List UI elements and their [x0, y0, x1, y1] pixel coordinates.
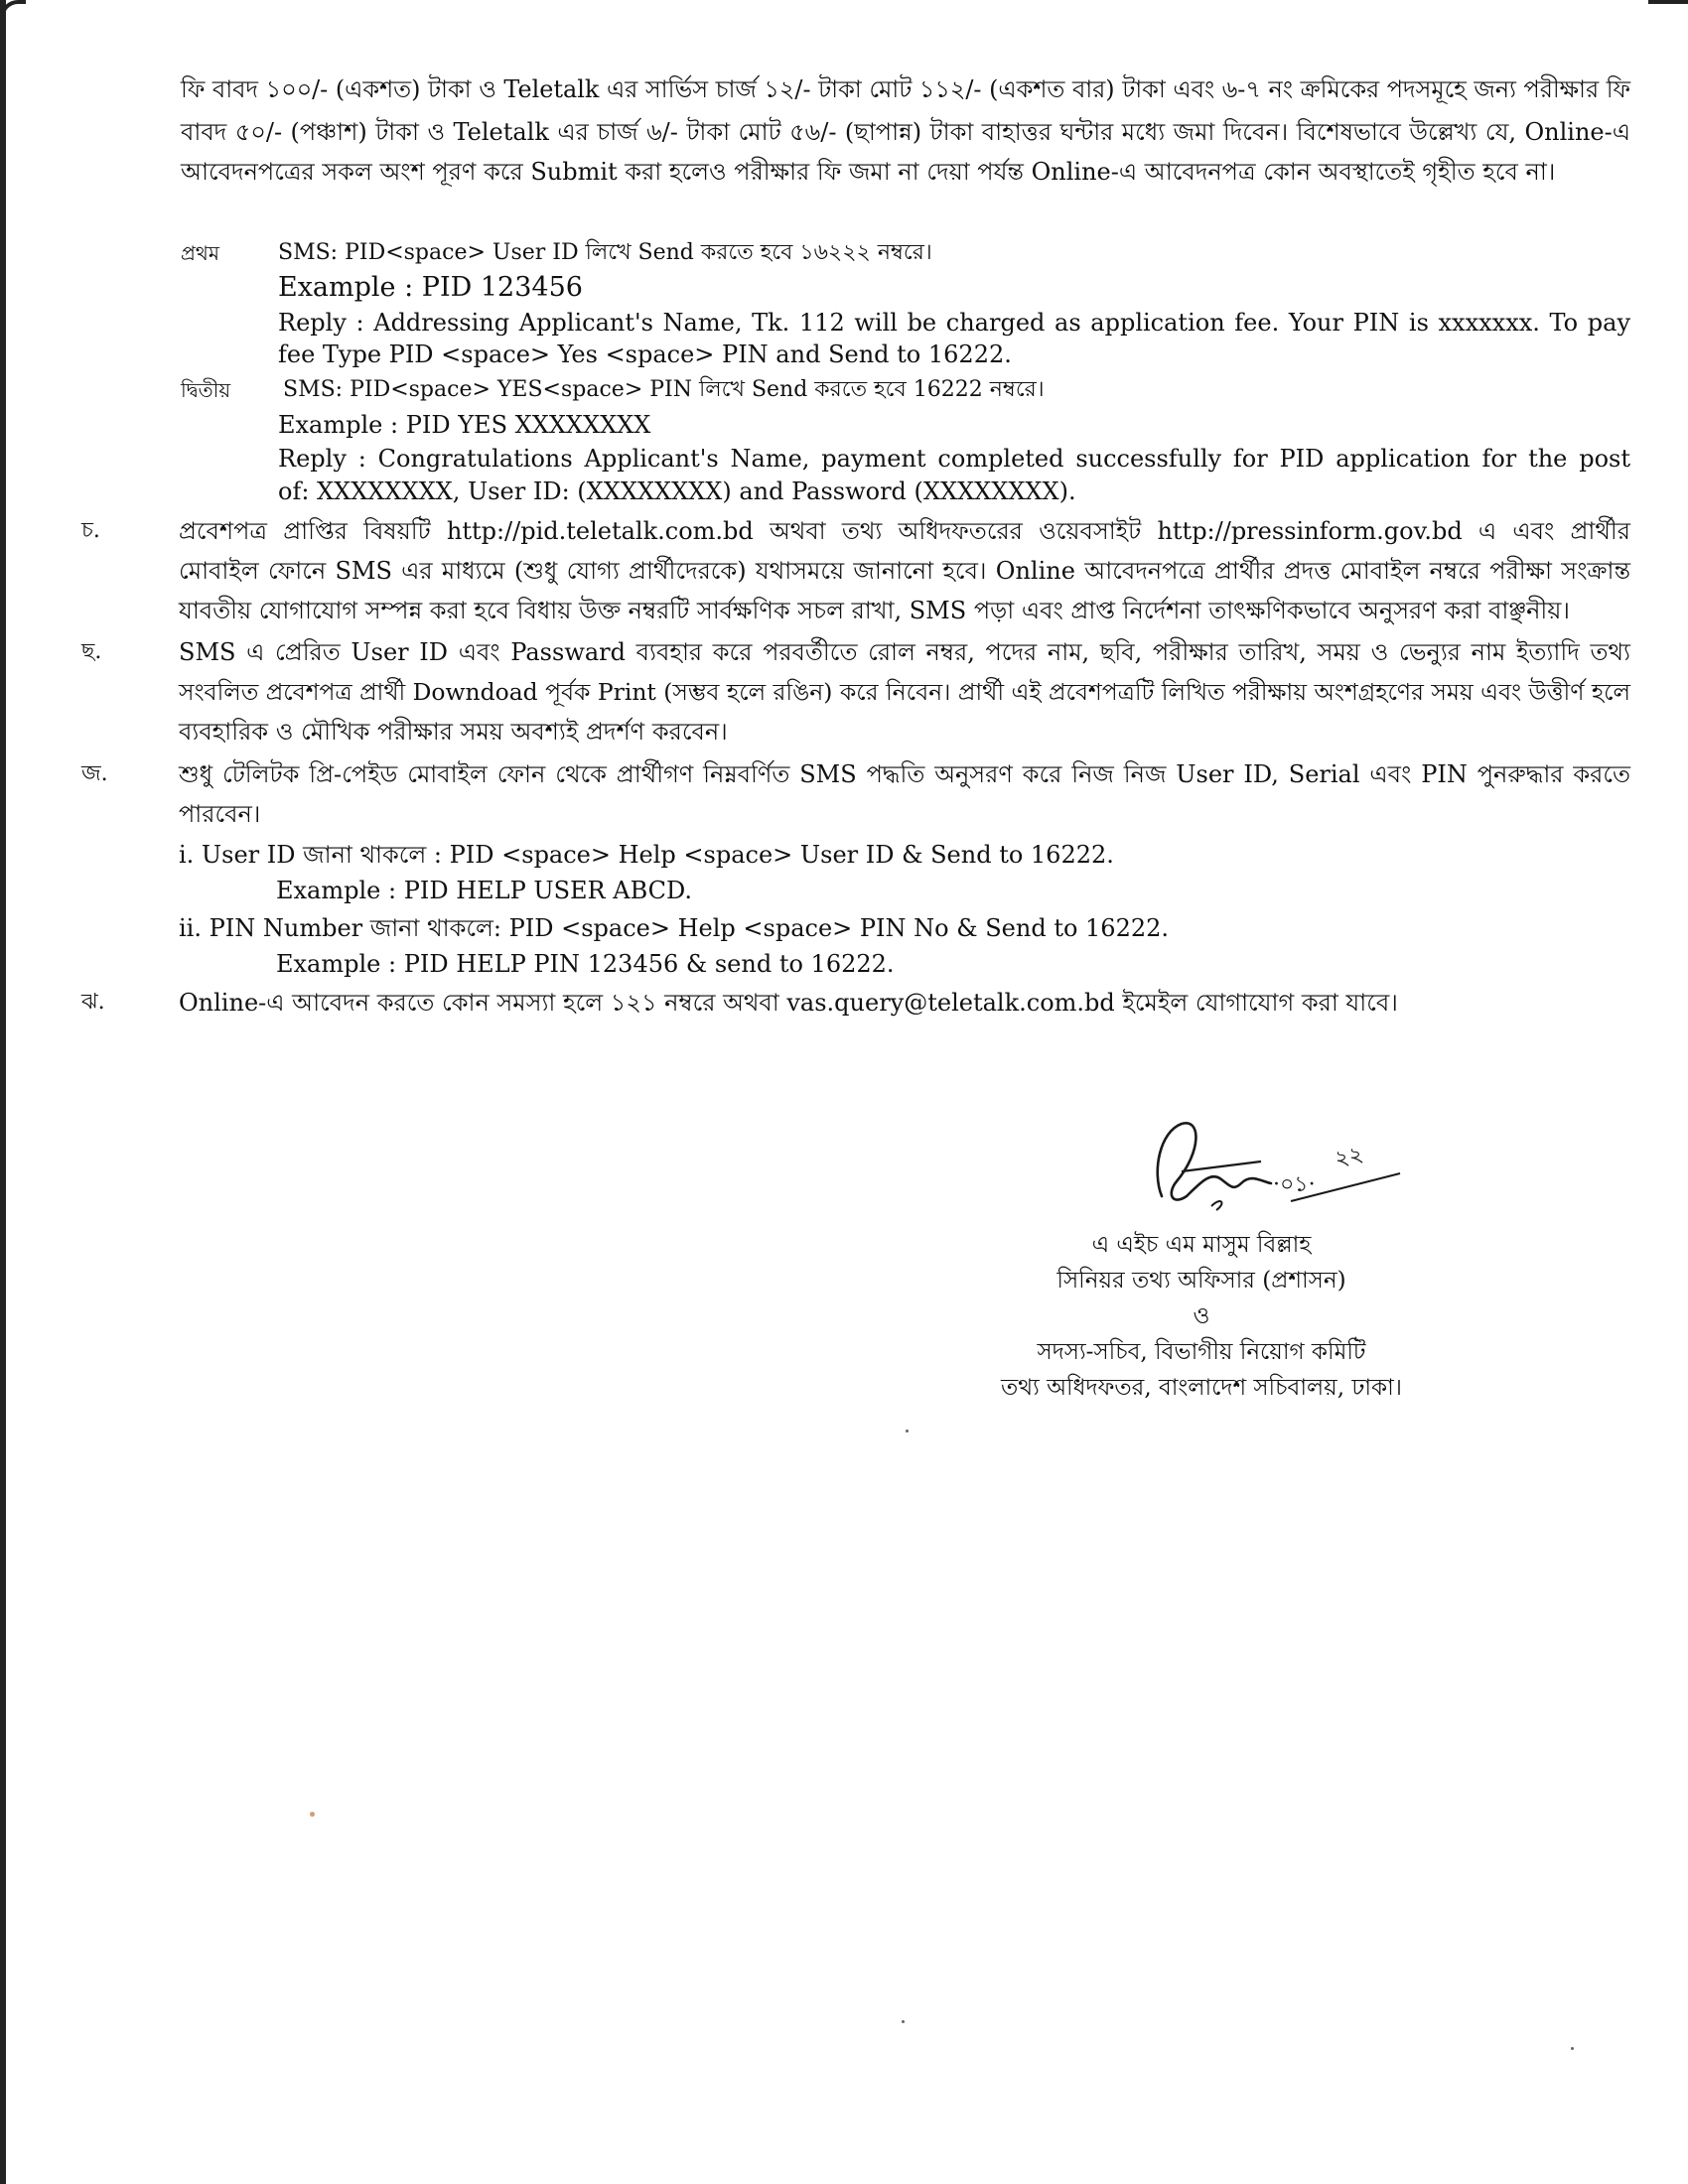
sms-second-instruction: SMS: PID<space> YES<space> PIN লিখে Send করতে হবে 16222 নম্বরে। [283, 377, 1045, 402]
sms-first-instruction: SMS: PID<space> User ID লিখে Send করতে হবে ১৬২২২ নম্বরে। [278, 240, 932, 265]
signatory-designation: সিনিয়র তথ্য অফিসার (প্রশাসন) [1056, 1268, 1346, 1294]
item-ja-line-1: শুধু টেলিটক প্রি-পেইড মোবাইল ফোন থেকে প্রার্থীগণ নিম্নবর্ণিত SMS পদ্ধতি অনুসরণ করে নিজ নিজ User ID, Serial এবং PIN পুনরুদ্ধার করতে [179, 760, 1630, 788]
signatory-conjunction: ও [1193, 1303, 1210, 1329]
fee-paragraph-line-3: আবেদনপত্রের সকল অংশ পূরণ করে Submit করা হলেও পরীক্ষার ফি জমা না দেয়া পর্যন্ত Online-এ আবেদনপত্র কোন অবস্থাতেই গৃহীত হবে না। [181, 158, 1556, 186]
sms-first-reply-line-1: Reply : Addressing Applicant's Name, Tk. 112 will be charged as application fee. Your PIN is xxxxxxx. To pay [278, 309, 1630, 337]
item-ja-sub-1-example: Example : PID HELP USER ABCD. [276, 877, 693, 904]
item-cha-line-3: যাবতীয় যোগাযোগ সম্পন্ন করা হবে বিধায় উক্ত নম্বরটি সার্বক্ষণিক সচল রাখা, SMS পড়া এবং প্রাপ্ত নির্দেশনা তাৎক্ষণিকভাবে অনুসরণ করা বাঞ্ছনীয়। [179, 597, 1571, 624]
item-ja-sub-2-example: Example : PID HELP PIN 123456 & send to 16222. [276, 950, 895, 978]
scan-speck [902, 2020, 905, 2023]
item-jha-marker: ঝ. [81, 990, 105, 1015]
fee-paragraph-line-2: বাবদ ৫০/- (পঞ্চাশ) টাকা ও Teletalk এর চার্জ ৬/- টাকা মোট ৫৬/- (ছাপান্ন) টাকা বাহাত্তর ঘন্টার মধ্যে জমা দিবেন। বিশেষভাবে উল্লেখ্য যে, Online-এ [181, 118, 1630, 146]
item-ja-marker: জ. [81, 761, 108, 786]
sms-second-reply-line-1: Reply : Congratulations Applicant's Name, payment completed successfully for PID application for the post [278, 445, 1630, 473]
item-cha-line-1: প্রবেশপত্র প্রাপ্তির বিষয়টি http://pid.teletalk.com.bd অথবা তথ্য অধিদফতরের ওয়েবসাইট http://pressinform.gov.bd এ এবং প্রার্থীর [179, 517, 1630, 545]
scan-speck [906, 1430, 909, 1433]
item-jha-line-1: Online-এ আবেদন করতে কোন সমস্যা হলে ১২১ নম্বরে অথবা vas.query@teletalk.com.bd ইমেইল যোগাযোগ করা যাবে। [179, 989, 1398, 1017]
signatory-name: এ এইচ এম মাসুম বিল্লাহ [1091, 1232, 1312, 1258]
sms-first-label: প্রথম [181, 241, 219, 265]
handwritten-signature [1142, 1112, 1420, 1211]
item-chha-marker: ছ. [81, 639, 102, 664]
scan-speck [1571, 2047, 1574, 2050]
signatory-office: তথ্য অধিদফতর, বাংলাদেশ সচিবালয়, ঢাকা। [1001, 1375, 1402, 1401]
sms-second-reply-line-2: of: XXXXXXXX, User ID: (XXXXXXXX) and Password (XXXXXXXX). [278, 478, 1076, 505]
svg-text:·০১·: ·০১· [1273, 1172, 1316, 1197]
svg-text:২২: ২২ [1333, 1142, 1366, 1172]
signature-block [953, 1227, 1450, 1406]
item-chha-line-2: সংবলিত প্রবেশপত্র প্রার্থী Downdoad পূর্বক Print (সম্ভব হলে রঙিন) করে নিবেন। প্রার্থী এই প্রবেশপত্রটি লিখিত পরীক্ষায় অংশগ্রহণের সময় এবং উত্তীর্ণ হলে [179, 678, 1630, 706]
item-cha-marker: চ. [81, 518, 100, 543]
sms-second-example: Example : PID YES XXXXXXXX [278, 411, 651, 439]
item-ja-sub-2: ii. PIN Number জানা থাকলে: PID <space> Help <space> PIN No & Send to 16222. [179, 914, 1170, 942]
sms-first-example: Example : PID 123456 [278, 272, 583, 303]
sms-second-label: দ্বিতীয় [181, 378, 231, 402]
signatory-role: সদস্য-সচিব, বিভাগীয় নিয়োগ কমিটি [1037, 1339, 1366, 1365]
scan-speck [310, 1812, 315, 1817]
item-chha-line-1: SMS এ প্রেরিত User ID এবং Passward ব্যবহার করে পরবর্তীতে রোল নম্বর, পদের নাম, ছবি, পরীক্ষার তারিখ, সময় ও ভেন্যুর নাম ইত্যাদি তথ্য [179, 638, 1630, 666]
sms-first-reply-line-2: fee Type PID <space> Yes <space> PIN and Send to 16222. [278, 341, 1012, 368]
item-ja-line-2: পারবেন। [179, 800, 261, 828]
fee-paragraph-line-1: ফি বাবদ ১০০/- (একশত) টাকা ও Teletalk এর সার্ভিস চার্জ ১২/- টাকা মোট ১১২/- (একশত বার) টাকা এবং ৬-৭ নং ক্রমিকের পদসমূহে জন্য পরীক্ষার ফি [181, 75, 1630, 103]
item-cha-line-2: মোবাইল ফোনে SMS এর মাধ্যমে (শুধু যোগ্য প্রার্থীদেরকে) যথাসময়ে জানানো হবে। Online আবেদনপত্রে প্রার্থীর প্রদত্ত মোবাইল নম্বরে পরীক্ষা সংক্রান্ত [179, 557, 1630, 585]
item-chha-line-3: ব্যবহারিক ও মৌখিক পরীক্ষার সময় অবশ্যই প্রদর্শণ করবেন। [179, 718, 728, 746]
item-ja-sub-1: i. User ID জানা থাকলে : PID <space> Help <space> User ID & Send to 16222. [179, 841, 1114, 869]
